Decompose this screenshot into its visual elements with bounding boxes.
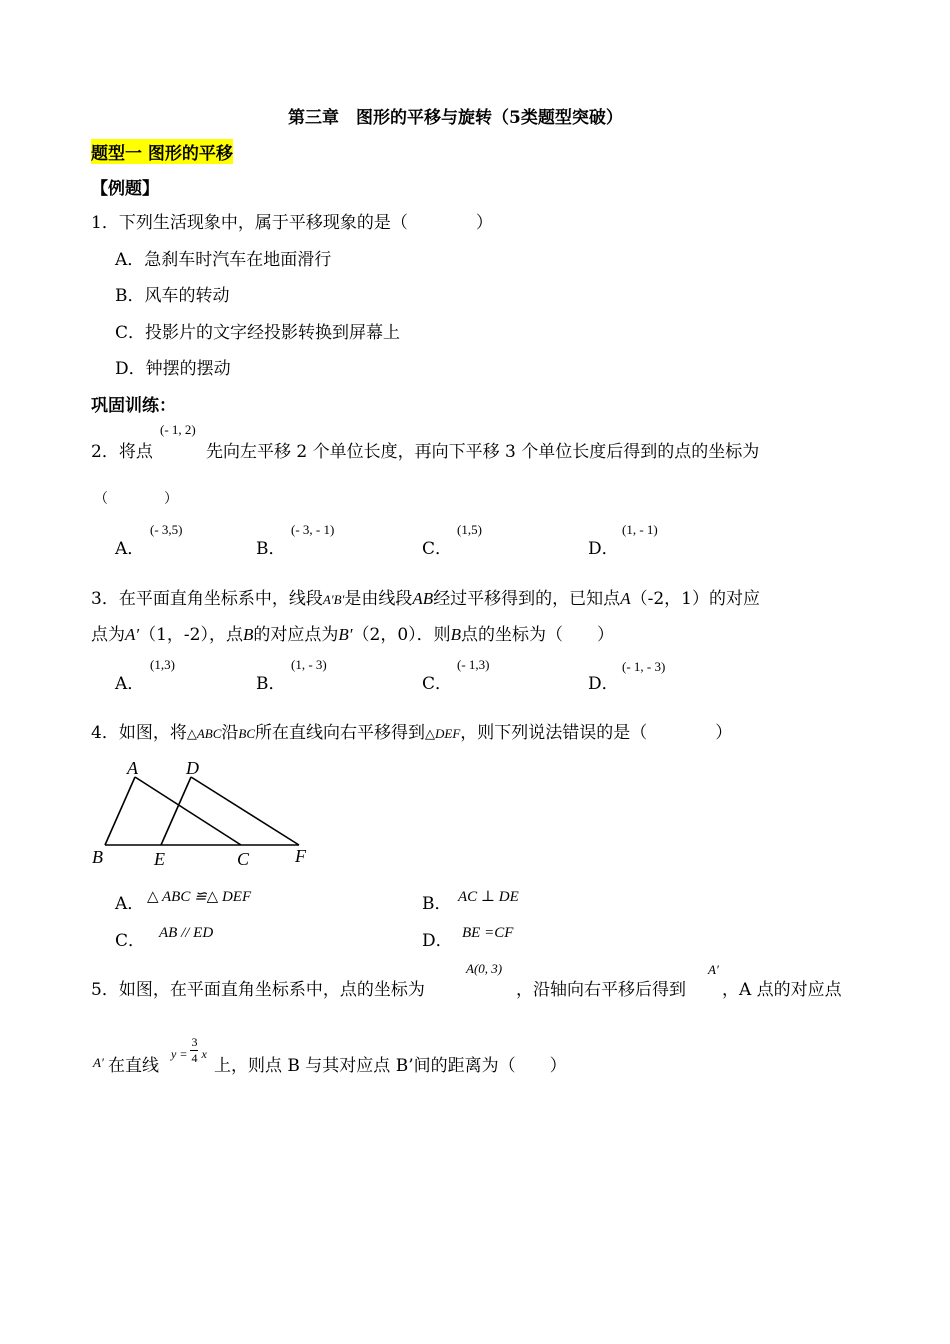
q4-option-d: D．	[422, 931, 453, 951]
label-d: D	[186, 758, 199, 778]
q2-option-c-value: (1,5)	[457, 522, 482, 537]
q3-option-d-value: (- 1, - 3)	[622, 659, 666, 674]
page-title: 第三章 图形的平移与旋转（5类题型突破）	[288, 108, 623, 128]
q4-option-a: A．	[115, 894, 145, 914]
q1-option-c: C．投影片的文字经投影转换到屏幕上	[115, 323, 401, 343]
q3-option-b-value: (1, - 3)	[291, 657, 327, 672]
q3-option-a: A．	[115, 674, 145, 694]
q2-option-d-value: (1, - 1)	[622, 522, 658, 537]
q4-option-c: C．	[115, 931, 146, 951]
q2-stem-rest: 先向左平移 2 个单位长度，再向下平移 3 个单位长度后得到的点的坐标为	[206, 442, 760, 462]
question-1	[91, 208, 493, 233]
q2-option-b-value: (- 3, - 1)	[291, 522, 335, 537]
segment-df	[191, 777, 299, 845]
q5-line2-end: 上，则点 B 与其对应点 B’间的距离为（ ）	[214, 1056, 567, 1076]
q3-option-c: C．	[422, 674, 453, 694]
q4-option-b: B．	[422, 894, 452, 914]
translation-figure	[88, 756, 318, 871]
q5-point: A(0, 3)	[466, 961, 503, 976]
q3-option-d: D．	[588, 674, 619, 694]
q5-equation: y = $\frac{3}{4}$ x	[171, 1035, 207, 1065]
question-2: 2．将点	[91, 442, 153, 462]
q4-option-c-value: AB // ED	[159, 925, 214, 941]
question-3-line2: 点为A′（1，-2），点B的对应点为B′（2，0）．则B点的坐标为（ ）	[91, 625, 615, 645]
q4-option-a-value: △ ABC ≌△ DEF	[147, 889, 252, 905]
q5-line1-end: ，A 点的对应点	[722, 980, 842, 1000]
q1-option-a: A．急刹车时汽车在地面滑行	[115, 250, 332, 270]
q4-option-b-value: AC ⊥ DE	[458, 889, 519, 905]
label-b: B	[92, 847, 103, 867]
label-c: C	[237, 849, 250, 869]
q4-option-d-value: BE =CF	[462, 925, 514, 941]
q5-line2-a: 在直线	[108, 1056, 159, 1076]
q2-point: (- 1, 2)	[160, 422, 196, 437]
label-e: E	[154, 849, 165, 869]
q1-option-d: D．钟摆的摆动	[115, 359, 231, 379]
segment-de	[161, 777, 191, 845]
section-heading: 题型一 图形的平移	[91, 139, 233, 164]
q5-line1-mid: ，沿轴向右平移后得到	[516, 980, 686, 1000]
question-3-line1: 3．在平面直角坐标系中，线段A′B′是由线段AB经过平移得到的，已知点A（-2，1）的对应	[91, 589, 760, 609]
q3-option-a-value: (1,3)	[150, 657, 175, 672]
label-f: F	[295, 846, 306, 866]
q5-aprime-2: A′	[93, 1055, 104, 1070]
segment-ab	[105, 777, 135, 845]
q2-answer-paren: （ ）	[94, 491, 178, 507]
question-5-line1: 5．如图，在平面直角坐标系中，点的坐标为	[91, 980, 425, 1000]
question-4: 4．如图，将△ABC沿BC所在直线向右平移得到△DEF，则下列说法错误的是（ ）	[91, 723, 733, 743]
label-a: A	[127, 758, 138, 778]
q3-option-b: B．	[256, 674, 286, 694]
q2-option-d: D．	[588, 539, 619, 559]
q2-option-b: B．	[256, 539, 286, 559]
question-stem: 下列生活现象中，属于平移现象的是（ ）	[118, 213, 493, 233]
question-number: 1．	[91, 213, 119, 233]
q2-option-c: C．	[422, 539, 453, 559]
q3-option-c-value: (- 1,3)	[457, 657, 490, 672]
segment-ac	[135, 777, 241, 845]
q2-option-a: A．	[115, 539, 145, 559]
q2-option-a-value: (- 3,5)	[150, 522, 183, 537]
q1-option-b: B．风车的转动	[115, 286, 230, 306]
practice-label: 巩固训练：	[91, 396, 176, 416]
q5-aprime: A′	[708, 962, 719, 977]
example-label: 【例题】	[91, 179, 159, 199]
